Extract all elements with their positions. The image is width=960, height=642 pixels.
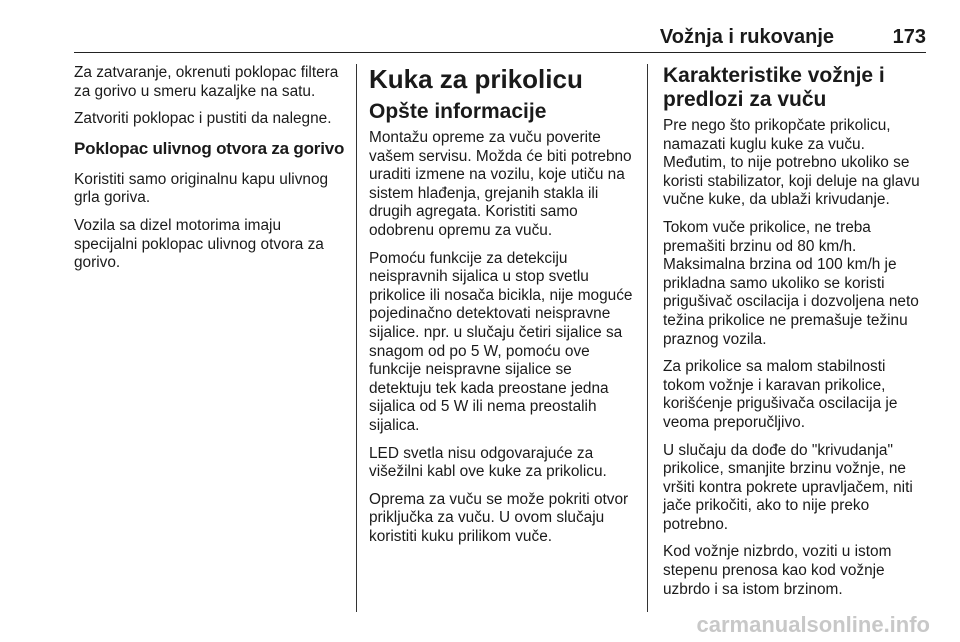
heading-towbar: Kuka za prikolicu: [369, 64, 583, 94]
heading-driving-tips: Karakteristike vožnje i predlozi za vuču: [663, 64, 885, 111]
paragraph: Vozila sa dizel motorima imaju specijalni poklopac ulivnog otvora za gorivo.: [74, 216, 324, 272]
page-header: [74, 26, 926, 53]
column-divider-right: [647, 64, 648, 612]
paragraph: Oprema za vuču se može pokriti otvor priključka za vuču. U ovom slučaju koristiti kuku prilikom vuče.: [369, 490, 629, 545]
paragraph: Tokom vuče prikolice, ne treba premašiti brzinu od 80 km/h. Maksimalna brzina od 100 km/h je prikladna samo ukoliko se koristi prigušivač oscilacija i dozvoljena neto težina prikolice ne premašuje težinu praznog vozila.: [663, 218, 919, 348]
section-title: Vožnja i rukovanje: [659, 26, 834, 48]
paragraph: LED svetla nisu odgovarajuće za višežilni kabl ove kuke za prikolicu.: [369, 444, 607, 481]
paragraph: Pre nego što prikopčate prikolicu, namazati kuglu kuke za vuču. Međutim, to nije potrebno ukoliko se koristi stabilizator, koji deluje na glavu vučne kuke, da ublaži krivudanje.: [663, 117, 920, 209]
paragraph: Za prikolice sa malom stabilnosti tokom vožnje i karavan prikolice, korišćenje prigušivača oscilacija je veoma preporučljivo.: [663, 358, 898, 431]
column-left: [74, 64, 348, 282]
paragraph: Pomoću funkcije za detekciju neispravnih sijalica u stop svetlu prikolice ili nosača bicikla, nije moguće pojedinačno detektovati neispravne sijalice. npr. u slučaju četiri sijalice sa snagom od po 5 W, pomoću ove funkcije neispravne sijalice se detektuju tek kada preostane jedna sijalica od 5 W ili nema preostalih sijalica.: [369, 249, 633, 434]
paragraph: Montažu opreme za vuču poverite vašem servisu. Možda će biti potrebno uraditi izmene na vozilu, koje utiču na sistem hlađenja, grejanih stakla ili drugih agregata. Koristiti samo odobrenu opremu za vuču.: [369, 129, 632, 239]
paragraph: U slučaju da dođe do "krivudanja" prikolice, smanjite brzinu vožnje, ne vršiti kontra pokrete upravljačem, niti jače prikočiti, ako to nije preko potrebno.: [663, 441, 913, 533]
heading-general-info: Opšte informacije: [369, 100, 547, 123]
heading-fuel-cap: Poklopac ulivnog otvora za gorivo: [74, 138, 345, 158]
paragraph: Kod vožnje nizbrdo, voziti u istom stepenu prenosa kao kod vožnje uzbrdo i sa istom brzinom.: [663, 543, 892, 598]
page-number: 173: [892, 26, 926, 48]
column-divider-left: [356, 64, 357, 612]
paragraph: Zatvoriti poklopac i pustiti da nalegne.: [74, 110, 332, 128]
watermark: carmanualsonline.info: [696, 612, 930, 637]
column-right: [663, 64, 927, 608]
paragraph: Za zatvaranje, okrenuti poklopac filtera za gorivo u smeru kazaljke na satu.: [74, 64, 339, 100]
paragraph: Koristiti samo originalnu kapu ulivnog grla goriva.: [74, 170, 329, 207]
column-middle: [369, 64, 637, 555]
